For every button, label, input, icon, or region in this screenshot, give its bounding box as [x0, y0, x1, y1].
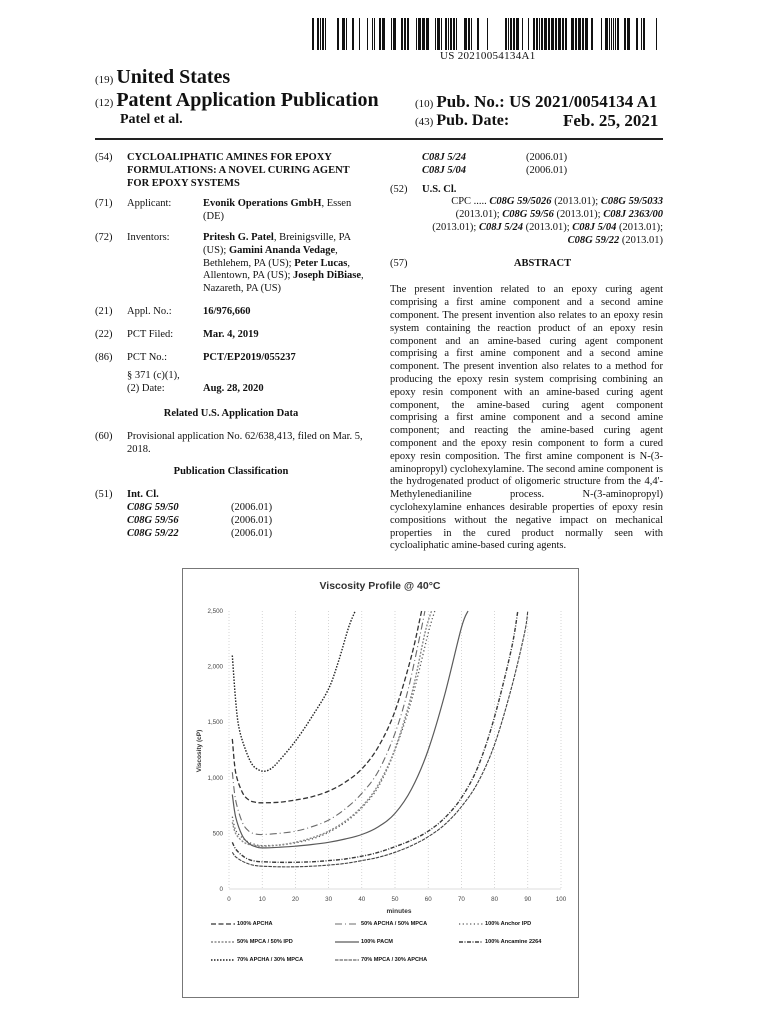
viscosity-chart: [183, 569, 578, 997]
legend-swatch: [211, 921, 235, 927]
us-cl-field: (52) U.S. Cl. CPC ..... C08G 59/5026 (2013.01); C08G 59/5033 (2013.01); C08G 59/56 (2013.01); C08J 2363/00 (2013.01); C08J 5/24 (2013.01); C08J 5/04 (2013.01); C08G 59/22 (2013.01): [390, 183, 663, 246]
left-column: [95, 152, 367, 548]
x-tick-label: 80: [491, 896, 499, 903]
chart-title: Viscosity Profile @ 40°C: [319, 580, 441, 592]
legend-swatch: [335, 921, 359, 927]
author: Patel et al.: [120, 112, 183, 127]
legend-entry-2: [335, 921, 427, 927]
y-tick-label: 1,000: [207, 774, 223, 782]
y-tick-label: 500: [212, 830, 223, 838]
legend-entry-3: [459, 921, 531, 927]
int-cl-continued: C08J 5/24 (2006.01) C08J 5/04 (2006.01): [422, 152, 568, 176]
x-tick-label: 50: [391, 896, 399, 903]
legend-entry-6: [459, 939, 541, 945]
x-tick-label: 20: [291, 896, 299, 903]
legend-swatch: [335, 939, 359, 945]
abstract-text: The present invention related to an epoxy curing agent comprising a first amine component and a second amine component. The present invention also relates to an epoxy resin system containing the reaction product of an epoxy resin component and an amine-based curing agent component comprising a first amine component and a second amine component. The present invention also relates to a method for producing the epoxy resin system comprising combining an epoxy resin component with an amine-based curing agent component, the amine-based curing agent component comprising a first amine component and a second amine component; and reacting the amine-based curing agent component and the epoxy resin component to form a cured epoxy resin composition. The first amine component is N-(3-aminopropyl) cyclohexylamine. The second amine component is the hydrogenated product of oligomeric structure from the 4,4'-Methylenedianiline process. N-(3-aminopropyl) cyclohexylamine enhances desirable properties of epoxy resin compositions without the negative impact on mechanical properties in the cured product normally seen with cycloaliphatic amine-based curing agents.: [390, 284, 663, 552]
x-tick-label: 60: [424, 896, 432, 903]
legend-label: 100% Anchor IPD: [485, 921, 532, 927]
applicant-field: (71) Applicant: Evonik Operations GmbH, Essen (DE): [95, 198, 352, 223]
legend-entry-8: [335, 957, 427, 963]
right-column: [390, 152, 663, 553]
legend-swatch: [459, 921, 483, 927]
series-line-7: [232, 611, 355, 771]
pct-filed-field: (22) PCT Filed: Mar. 4, 2019: [95, 328, 259, 340]
x-tick-label: 100: [555, 896, 567, 903]
y-axis-label: Viscosity (cP): [196, 729, 203, 773]
publication-type: Patent Application Publication: [116, 89, 379, 111]
pub-number-line: (10) Pub. No.: US 2021/0054134 A1: [415, 92, 658, 111]
y-tick-label: 2,500: [207, 608, 223, 615]
legend-label: 100% APCHA: [237, 921, 273, 927]
pct-no-field: (86) PCT No.: PCT/EP2019/055237 § 371 (c)(1), (2) Date: Aug. 28, 2020: [95, 351, 296, 395]
country-line: (19) United States: [95, 66, 231, 88]
barcode: [312, 18, 662, 50]
legend-entry-1: [211, 921, 273, 927]
pub-date: Feb. 25, 2021: [563, 111, 659, 130]
legend-swatch: [211, 957, 235, 963]
legend-label: 50% MPCA / 50% IPD: [237, 939, 293, 945]
legend-entry-5: [335, 939, 393, 945]
x-tick-label: 10: [258, 896, 266, 903]
series-line-1: [232, 611, 421, 803]
y-tick-label: 1,500: [207, 719, 223, 727]
x-tick-label: 0: [227, 896, 231, 903]
abstract-heading-row: (57) ABSTRACT: [390, 258, 663, 277]
pub-number: US 2021/0054134 A1: [509, 92, 658, 111]
inventors-field: (72) Inventors: Pritesh G. Patel, Breinigsville, PA (US); Gamini Ananda Vedage, Bethlehem, PA (US); Peter Lucas, Allentown, PA (US); Joseph DiBiase, Nazareth, PA (US): [95, 231, 364, 295]
x-tick-label: 30: [325, 896, 333, 903]
header-rule: [95, 138, 663, 140]
x-tick-label: 70: [457, 896, 465, 903]
pub-date-line: (43) Pub. Date: Feb. 25, 2021: [415, 111, 659, 130]
provisional-field: (60) Provisional application No. 62/638,413, filed on Mar. 5, 2018.: [95, 430, 363, 455]
legend-label: 100% Ancamine 2264: [485, 939, 542, 945]
series-line-5: [232, 611, 468, 848]
legend-entry-4: [211, 939, 293, 945]
invention-title: CYCLOALIPHATIC AMINES FOR EPOXY FORMULATIONS: A NOVEL CURING AGENT FOR EPOXY SYSTEMS: [127, 152, 350, 189]
legend-label: 70% MPCA / 30% APCHA: [361, 957, 428, 963]
legend-swatch: [211, 939, 235, 945]
y-tick-label: 2,000: [207, 663, 223, 671]
int-cl-field: (51) Int. Cl. C08G 59/50 (2006.01) C08G 59/56 (2006.01) C08G 59/22 (2006.01): [95, 489, 273, 539]
x-tick-label: 90: [524, 896, 532, 903]
legend-swatch: [459, 939, 483, 945]
document-number: US 20210054134A1: [440, 50, 536, 62]
series-line-3: [232, 611, 434, 846]
abstract-heading: ABSTRACT: [513, 257, 572, 269]
y-tick-label: 0: [219, 886, 223, 893]
country: United States: [116, 66, 231, 88]
legend-label: 70% APCHA / 30% MPCA: [237, 957, 304, 963]
viscosity-figure: [182, 568, 579, 998]
pub-type-line: (12) Patent Application Publication: [95, 89, 379, 111]
legend-swatch: [335, 957, 359, 963]
x-axis-label: minutes: [386, 908, 412, 915]
appl-no-field: (21) Appl. No.: 16/976,660: [95, 305, 251, 317]
series-line-6: [232, 611, 518, 862]
publication-classification-heading: Publication Classification: [173, 466, 289, 478]
related-heading: Related U.S. Application Data: [163, 407, 299, 419]
series-line-8: [232, 611, 528, 867]
legend-entry-7: [211, 957, 303, 963]
x-tick-label: 40: [358, 896, 366, 903]
title-field: (54) CYCLOALIPHATIC AMINES FOR EPOXY FORMULATIONS: A NOVEL CURING AGENT FOR EPOXY SYSTEMS: [95, 152, 367, 190]
legend-label: 50% APCHA / 50% MPCA: [361, 921, 428, 927]
legend-label: 100% PACM: [361, 939, 393, 945]
